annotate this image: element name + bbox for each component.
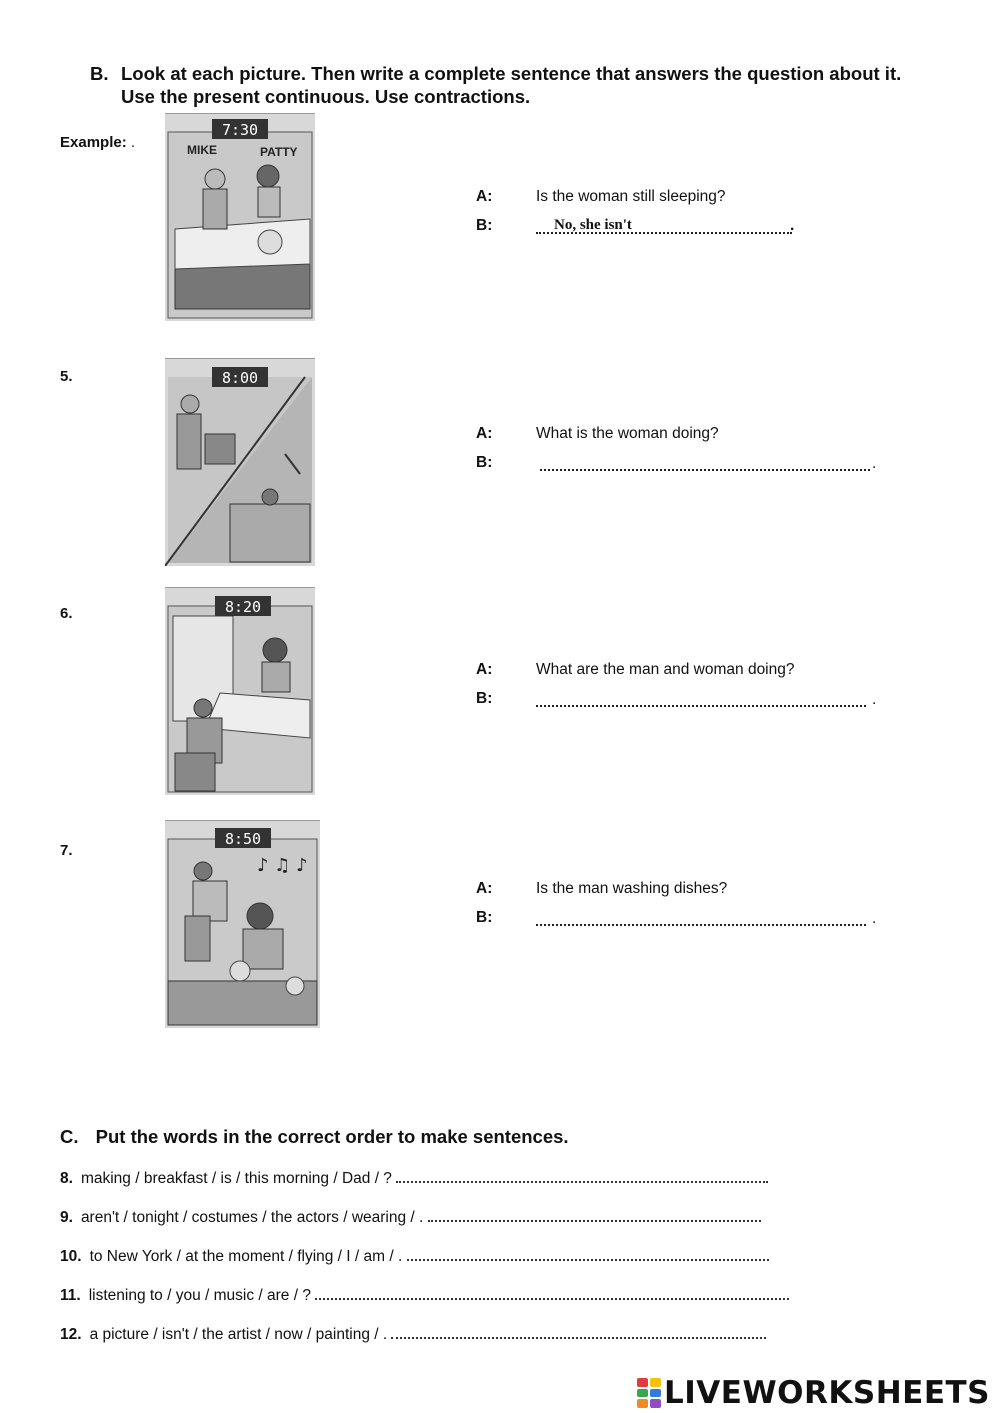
section-b-instruction (90, 62, 910, 108)
question-6-number: 6. (60, 605, 73, 622)
item-8-answer-field[interactable] (396, 1171, 768, 1183)
item-8 (60, 1170, 768, 1188)
question-5-dialog (476, 425, 896, 485)
question-6-b-label: B: (476, 690, 493, 707)
example-label-row (60, 134, 135, 151)
logo-block-orange (637, 1399, 648, 1408)
item-11-text: listening to / you / music / are / ? (88, 1287, 311, 1304)
section-c-instruction (60, 1126, 569, 1148)
question-6-clock: 8:20 (224, 598, 262, 616)
logo-block-purple (650, 1399, 661, 1408)
item-10-answer-field[interactable] (407, 1249, 769, 1261)
question-5-number: 5. (60, 368, 73, 385)
item-9 (60, 1209, 761, 1227)
item-12-number: 12. (60, 1326, 82, 1343)
example-clock: 7:30 (221, 121, 259, 139)
liveworksheets-logo[interactable] (637, 1375, 990, 1411)
section-b-text: Look at each picture. Then write a complete sentence that answers the question about it. Use the present continuous. Use contractions. (121, 63, 902, 107)
question-6-dialog (476, 661, 896, 721)
example-dialog (476, 188, 896, 248)
section-c-text: Put the words in the correct order to make sentences. (95, 1126, 569, 1147)
question-7-end: . (872, 910, 877, 927)
example-name-1: MIKE (187, 143, 217, 157)
logo-block-blue (650, 1389, 661, 1398)
item-8-number: 8. (60, 1170, 73, 1187)
example-name-2: PATTY (260, 145, 298, 159)
example-answer: No, she isn't (554, 217, 632, 233)
question-7-picture (165, 820, 320, 1028)
question-7-clock: 8:50 (224, 830, 262, 848)
question-7-b-label: B: (476, 909, 493, 926)
example-a-label: A: (476, 188, 493, 205)
item-10-text: to New York / at the moment / flying / I / am / . (89, 1248, 403, 1265)
example-b-label: B: (476, 217, 493, 234)
example-question: Is the woman still sleeping? (536, 188, 726, 205)
question-7-a-label: A: (476, 880, 493, 897)
question-5-question: What is the woman doing? (536, 425, 719, 442)
item-12-answer-field[interactable] (391, 1327, 766, 1339)
question-5-picture (165, 358, 315, 566)
question-6-picture (165, 587, 315, 795)
item-10 (60, 1248, 769, 1266)
item-9-text: aren't / tonight / costumes / the actors / wearing / . (80, 1209, 424, 1226)
question-5-a-label: A: (476, 425, 493, 442)
question-6-end: . (872, 691, 877, 708)
question-6-a-label: A: (476, 661, 493, 678)
item-11 (60, 1287, 789, 1305)
question-5-answer-field[interactable] (540, 455, 870, 471)
question-5-clock: 8:00 (221, 369, 259, 387)
item-12-text: a picture / isn't / the artist / now / painting / . (89, 1326, 388, 1343)
example-end: . (790, 217, 795, 234)
question-5-b-label: B: (476, 454, 493, 471)
item-12 (60, 1326, 766, 1344)
logo-block-green (637, 1389, 648, 1398)
section-b-letter: B. (90, 63, 109, 84)
question-6-question: What are the man and woman doing? (536, 661, 795, 678)
question-7-number: 7. (60, 842, 73, 859)
liveworksheets-logo-icon (637, 1378, 661, 1408)
svg-text:♪ ♫ ♪: ♪ ♫ ♪ (257, 855, 308, 876)
item-11-answer-field[interactable] (315, 1288, 789, 1300)
question-5-end: . (872, 455, 877, 472)
item-9-number: 9. (60, 1209, 73, 1226)
question-7-question: Is the man washing dishes? (536, 880, 728, 897)
example-dot: . (130, 134, 136, 151)
logo-block-red (637, 1378, 648, 1387)
item-8-text: making / breakfast / is / this morning / Dad / ? (80, 1170, 392, 1187)
logo-block-yellow (650, 1378, 661, 1387)
item-9-answer-field[interactable] (428, 1210, 761, 1222)
liveworksheets-brand: LIVEWORKSHEETS (664, 1375, 990, 1411)
item-10-number: 10. (60, 1248, 82, 1265)
question-6-answer-field[interactable] (536, 691, 866, 707)
section-c-letter: C. (60, 1126, 79, 1147)
question-7-answer-field[interactable] (536, 910, 866, 926)
item-11-number: 11. (60, 1287, 81, 1304)
example-picture (165, 113, 315, 321)
question-7-dialog (476, 880, 896, 940)
example-label: Example: (60, 134, 127, 151)
